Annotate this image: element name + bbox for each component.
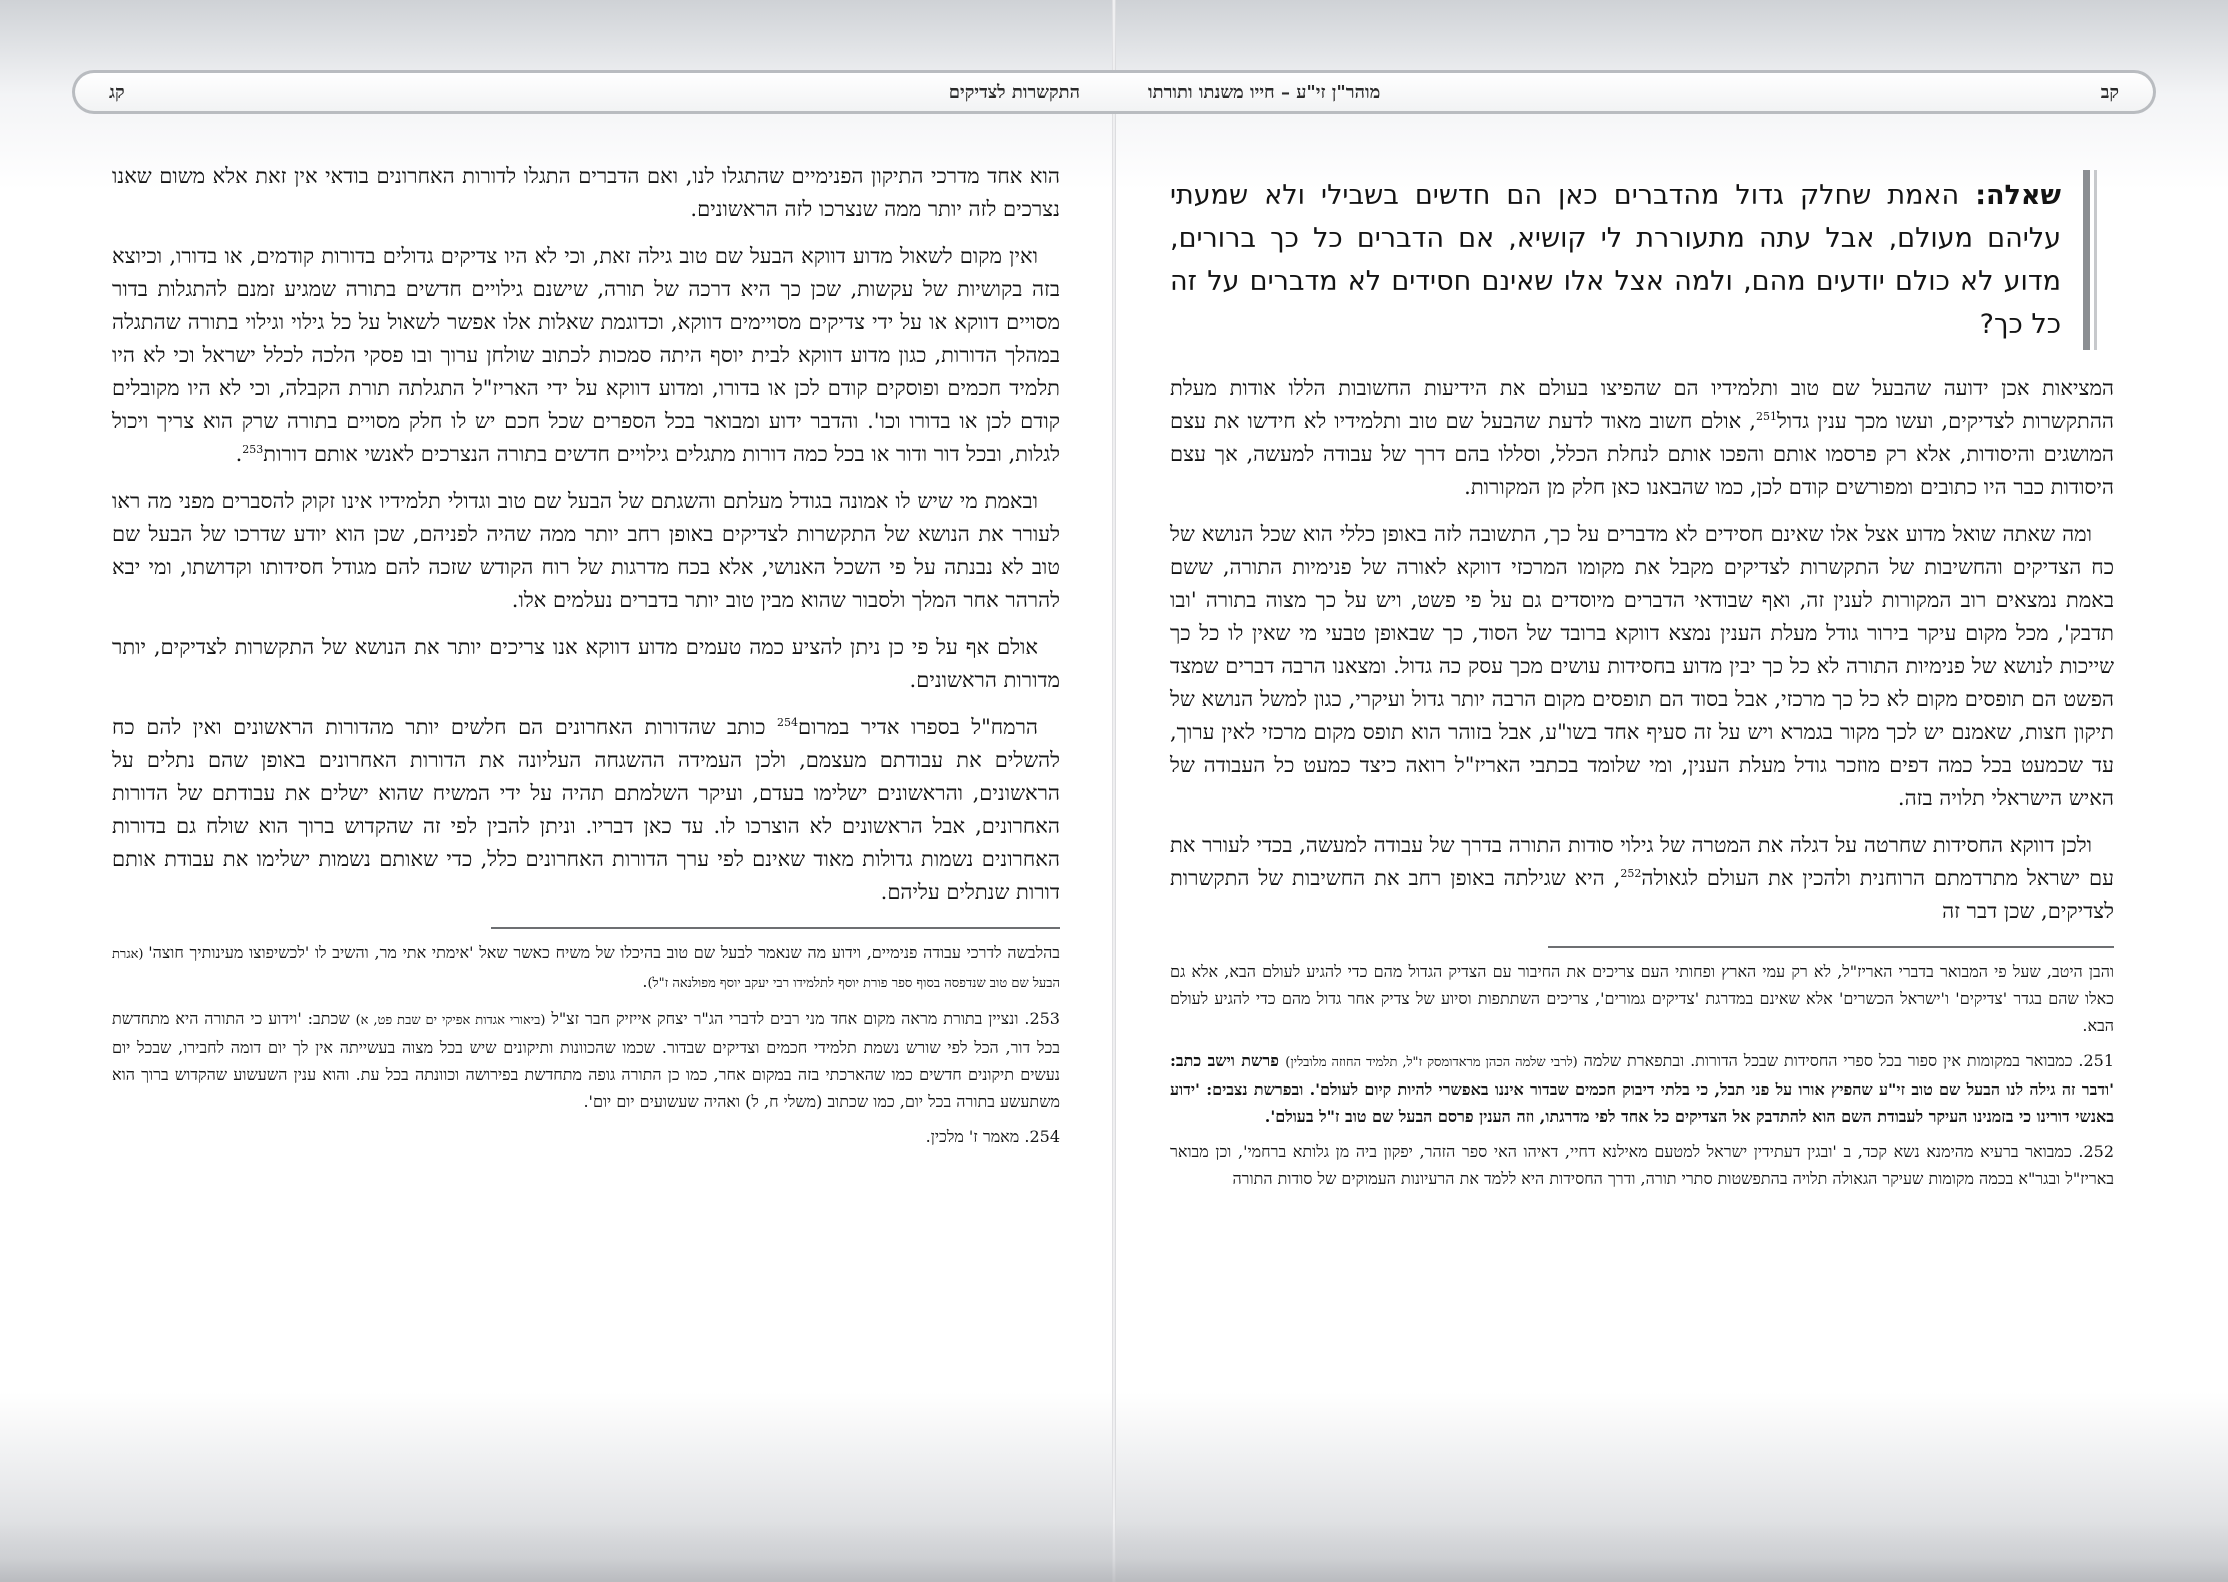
left-paragraph: אולם אף על פי כן ניתן להציע כמה טעמים מדוע דווקא אנו צריכים יותר את הנושא של התקשרות לצדיקים, יותר מדורות הראשונים. bbox=[112, 635, 1060, 692]
footnote: בהלבשה לדרכי עבודה פנימיים, וידוע מה שנאמר לבעל שם טוב בהיכלו של משיח כאשר שאל 'אימתי אתי מר, והשיב לו 'לכשיפוצו מעינותיך חוצה' (אגרת הבעל שם טוב שנדפסה בסוף ספר פורת יוסף לתלמידו רבי יעקב יוסף מפולנאה ז"ל). bbox=[112, 943, 1060, 991]
question-box bbox=[1170, 170, 2090, 350]
bottom-decoration bbox=[0, 1522, 2228, 1582]
footnote: 252. כמבואר ברעיא מהימנא נשא קכד, ב 'ובגין דעתידין ישראל למטעם מאילנא דחיי, דאיהו האי ספר הזהר, יפקון ביה מן גלותא ברחמי', וכן מבואר באריז"ל ובגר"א בכמה מקומות שעיקר הגאולה תלויה בהתפשטות סתרי תורה, ודרך החסידות היא ללמד את הרעיונות העמוקים של סודות התורה bbox=[1170, 1142, 2114, 1188]
book-gutter bbox=[1112, 0, 1116, 1582]
left-paragraph: הרמח"ל בספרו אדיר במרום$^{254}$ כותב שהדורות האחרונים הם חלשים יותר מהדורות הראשונים ואין להם כח להשלים את עבודתם מעצמם, ולכן העמידה ההשגחה העליונה את הדורות האחרונים באופן שהם נתלים על הראשונים, והראשונים ישלימו בעדם, ועיקר השלמתם תהיה על ידי המשיח שהוא ישלים את עבודתם של הדורות האחרונים, אבל הראשונים לא הוצרכו לו. עד כאן דבריו. וניתן להבין לפי זה שהקדוש ברוך הוא שולח גם בדורות האחרונים נשמות גדולות מאוד שאינם לפי ערך הדורות האחרונים כלל, כדי שאותם נשמות ישלימו את עבודת אותם דורות שנתלים עליהם. bbox=[112, 715, 1060, 904]
footnote: 251. כמבואר במקומות אין ספור בכל ספרי החסידות שבכל הדורות. ובתפארת שלמה (לרבי שלמה הכהן מראדומסק ז"ל, תלמיד החוזה מלובלין) פרשת וישב כתב: 'ודבר זה גילה לנו הבעל שם טוב זי"ע שהפיץ אורו על פני תבל, כי בלתי דיבוק חכמים שבדור איננו באפשרי להיות קיום לעולם'. ובפרשת נצבים: 'ידוע באנשי דורינו כי בזמנינו העיקר לעבודת השם הוא להתדבק אל הצדיקים כל אחד לפי מדרגתו, וזה הענין פרסם הבעל שם טוב ז"ל בעולם'. bbox=[1170, 1051, 2114, 1126]
footnote: 254. מאמר ז' מלכין. bbox=[925, 1127, 1060, 1146]
footnote: 253. ונציין בתורת מראה מקום אחד מני רבים לדברי הג"ר יצחק אייזיק חבר זצ"ל (ביאורי אגדות אפיקי ים שבת פט, א) שכתב: 'וידוע כי התורה היא מתחדשת בכל דור, הכל לפי שורש נשמת תלמידי חכמים וצדיקים שבדור. שכמו שהכוונות ותיקונים שיש בכל מצוה בעשייתה אין לך יום דומה לחבירו, שבכל יום נעשים תיקונים חדשים כמו שהארכתי בזה במקום אחר, כמו כן התורה גופה מתחדשת בפירושה וכוונתה בכל עת. והוא ענין השעשוע שהקדוש ברוך הוא משתעשע בתורה בכל יום, כמו שכתוב (משלי ח, ל) ואהיה שעשועים יום יום'. bbox=[112, 1009, 1060, 1111]
left-page-title: התקשרות לצדיקים bbox=[948, 81, 1080, 103]
left-paragraph: הוא אחד מדרכי התיקון הפנימיים שהתגלו לנו, ואם הדברים התגלו לדורות האחרונים בודאי אין זאת אלא משום שאנו נצרכים לזה יותר ממה שנצרכו לזה הראשונים. bbox=[112, 164, 1060, 221]
right-paragraph: ומה שאתה שואל מדוע אצל אלו שאינם חסידים לא מדברים על כך, התשובה לזה באופן כללי הוא שכל הנושא של כח הצדיקים והחשיבות של התקשרות לצדיקים מקבל את מקומו המרכזי דווקא לאורה של פנימיות התורה, ששם באמת נמצאים רוב המקורות לענין זה, ואף שבודאי הדברים מיוסדים גם על פי פשט, ויש על כך מצוה בתורה 'ובו תדבק', מכל מקום עיקר בירור גודל מעלת הענין נמצא דווקא ברובד של הסוד, כך שבאופן טבעי מי שאין לו כל כך שייכות לנושא של פנימיות התורה לא כל כך יבין מדוע בחסידות עושים מכך עסק כה גדול. ומצאנו הרבה דברים שמצד הפשט הם תופסים מקום לא כל כך מרכזי, אבל בסוד הם תופסים מקום הרבה יותר גדול ועיקרי, כגון למשל הנושא של תיקון חצות, שאמנם יש לכך מקור בגמרא ויש על זה סעיף אחד בשו"ע, אבל בזוהר הוא תופס מקום מרכזי לאין ערוך, עד שכמעט בכל כמה דפים מוזכר גודל מעלת הענין, ומי שלומד בכתבי האריז"ל רואה כיצד כמעט כל העבודה של האיש הישראלי תלויה בזה. bbox=[1170, 522, 2114, 810]
question-label: שאלה: bbox=[1975, 180, 2061, 211]
left-page bbox=[112, 160, 1060, 1158]
right-page bbox=[1170, 160, 2114, 1200]
question-text: האמת שחלק גדול מהדברים כאן הם חדשים בשבילי ולא שמעתי עליהם מעולם, אבל עתה מתעוררת לי קושיא, אם הדברים כל כך ברורים, מדוע לא כולם יודעים מהם, ולמה אצל אלו שאינם חסידים לא מדברים על זה כל כך? bbox=[1170, 180, 2061, 340]
right-paragraph: המציאות אכן ידועה שהבעל שם טוב ותלמידיו הם שהפיצו בעולם את הידיעות החשובות הללו אודות מעלת ההתקשרות לצדיקים, ועשו מכך ענין גדול$^{251}$, אולם חשוב מאוד לדעת שהבעל שם טוב ותלמידיו לא חידשו את עצם המושגים והיסודות, אלא רק פרסמו אותם והפכו אותם לנחלת הכלל, וסללו בהם דרך של עבודה למעשה, אך עצם היסודות כבר היו כתובים ומפורשים קודם לכן, כמו שהבאנו כאן חלק מן המקורות. bbox=[1170, 376, 2114, 499]
footnote-ref: 252 bbox=[1620, 867, 1642, 880]
left-page-header bbox=[72, 70, 1114, 114]
right-page-number: קב bbox=[2100, 81, 2119, 103]
left-page-number: קג bbox=[109, 81, 125, 103]
right-page-header bbox=[1114, 70, 2156, 114]
right-page-title: מוהר"ן זי"ע – חייו משנתו ותורתו bbox=[1148, 81, 1381, 103]
footnote-ref: 254 bbox=[777, 716, 799, 729]
left-paragraph: ואין מקום לשאול מדוע דווקא הבעל שם טוב גילה זאת, וכי לא היו צדיקים גדולים בדורות קודמים, או בדורו, וכיוצא בזה בקושיות של עקשות, שכן כך היא דרכה של תורה, שישנם גילויים חדשים בתורה שמגיע זמנם להתגלות בדור מסויים דווקא או על ידי צדיקים מסויימים דווקא, וכדוגמת שאלות אלו אפשר לשאול על כל גילוי וגילוי בתורה שהתגלה במהלך הדורות, כגון מדוע דווקא לבית יוסף היתה סמכות לכתוב שולחן ערוך ובו פסקי הלכה לכלל ישראל וכי לא היו תלמיד חכמים ופוסקים קודם לכן או בדורו, ומדוע דווקא על ידי האריז"ל התגלתה תורת הקבלה, וכי לא היו מקובלים קודם לכן או בדורו וכו'. והדבר ידוע ומבואר בכל הספרים שכל חכם יש לו חלק מסויים בתורה שרק הוא צריך ויכול לגלות, ובכל דור ודור או בכל כמה דורות מתגלים גילויים חדשים בתורה הנצרכים לאנשי אותם דורות$^{253}$. bbox=[112, 244, 1060, 466]
left-paragraph: ובאמת מי שיש לו אמונה בגודל מעלתם והשגתם של הבעל שם טוב וגדולי תלמידיו אינו זקוק להסברים מפני מה ראו לעורר את הנושא של התקשרות לצדיקים באופן רחב יותר ממה שהיה לפניהם, שכן הוא יודע שדרכו של הבעל שם טוב לא נבנתה על פי השכל האנושי, אלא בכח מדרגות של רוח הקודש שזכה להם מגודל חסידותו וקדושתו, ומי יבא להרהר אחר המלך ולסבור שהוא מבין טוב יותר בדברים נעלמים אלו. bbox=[112, 489, 1060, 612]
footnote-divider bbox=[1548, 946, 2114, 948]
footnote-divider bbox=[491, 927, 1060, 929]
footnote-ref: 253 bbox=[242, 443, 264, 456]
right-paragraph: ולכן דווקא החסידות שחרטה על דגלה את המטרה של גילוי סודות התורה בדרך של עבודה למעשה, בכדי לעורר את עם ישראל מתרדמתם הרוחנית ולהכין את העולם לגאולה$^{252}$, היא שגילתה באופן רחב את החשיבות של התקשרות לצדיקים, שכן דבר זה bbox=[1169, 833, 2114, 923]
footnote: והבן היטב, שעל פי המבואר בדברי האריז"ל, לא רק עמי הארץ ופחותי העם צריכים את החיבור עם הצדיק הגדול מהם כדי להגיע לעולם הבא, אלא גם כאלו שהם בגדר 'צדיקים' ו'ישראל הכשרים' אלא שאינם במדרגת 'צדיקים גמורים', צריכים השתתפות וסיוע של צדיק אחר גדול מהם כדי להגיע לעולם הבא. bbox=[1170, 962, 2115, 1035]
footnote-ref: 251 bbox=[1755, 410, 1777, 423]
